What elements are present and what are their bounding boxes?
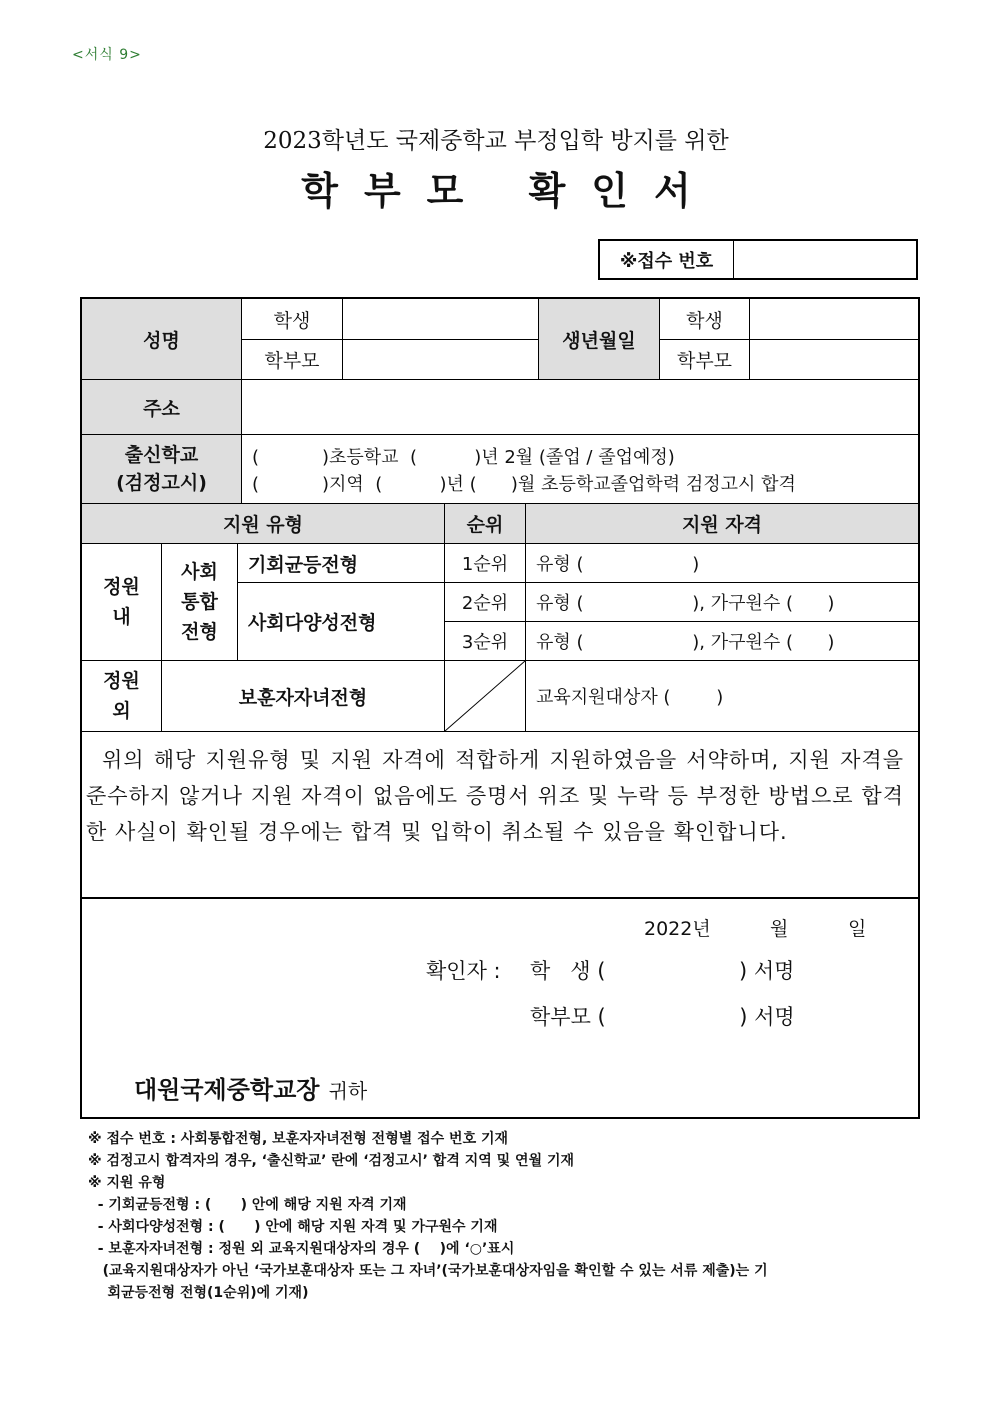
note-line: - 사회다양성전형 : ( ) 안에 해당 지원 자격 및 가구원수 기재 [88,1219,498,1235]
note-line: ※ 지원 유형 [88,1175,166,1191]
student-label: 학생 [273,309,311,332]
recipient-honorific: 귀하 [328,1079,368,1103]
school-line-1[interactable]: ( )초등학교 ( )년 2월 (졸업 / 졸업예정) [252,447,675,468]
social-integration-label: 사회 통합 전형 [181,561,218,643]
type-header: 지원 유형 [222,514,304,536]
rank-3: 3순위 [461,632,509,653]
note-line: 회균등전형 전형(1순위)에 기재) [88,1285,309,1301]
note-line: ※ 검정고시 합격자의 경우, ‘출신학교’ 란에 ‘검정고시’ 합격 지역 및 연월 기재 [88,1153,575,1169]
student-birth-field[interactable] [750,299,918,339]
parent-label: 학부모 [264,350,320,372]
sign-day: 일 [848,918,867,940]
pledge-text: 위의 해당 지원유형 및 지원 자격에 적합하게 지원하였음을 서약하며, 지원 자격을 준수하지 않거나 지원 자격이 없음에도 증명서 위조 및 누락 등 부정한 방법으로 합격한 사실이 확인될 경우에는 합격 및 입학이 취소될 수 있음을 확인합니다. [86,748,904,844]
sign-year: 2022년 [644,918,711,940]
address-label: 주소 [143,397,180,420]
note-line: ※ 접수 번호 : 사회통합전형, 보훈자자녀전형 전형별 접수 번호 기재 [88,1131,509,1147]
note-line: (교육지원대상자가 아닌 ‘국가보훈대상자 또는 그 자녀’(국가보훈대상자임을 확인할 수 있는 서류 제출)는 기 [88,1263,768,1279]
rule [82,731,918,732]
parent-name-field[interactable] [343,340,538,379]
qualification-header: 지원 자격 [681,514,763,536]
rule [82,897,918,899]
receipt-number-field[interactable] [735,241,916,278]
qualification-2-field[interactable]: 유형 ( ), 가구원수 ( ) [536,593,835,614]
rank-1: 1순위 [461,554,509,575]
school-label [82,435,241,503]
opportunity-label: 기회균등전형 [248,553,359,576]
veteran-label: 보훈자자녀전형 [238,686,368,709]
recipient-name: 대원국제중학교장 [134,1076,320,1104]
address-field[interactable] [242,380,918,434]
form-number: <서식 9> [72,47,142,63]
diversity-label: 사회다양성전형 [248,612,377,634]
recipient-line [134,1070,367,1105]
education-support-field[interactable]: 교육지원대상자 ( ) [536,687,724,708]
birth-student-label: 학생 [686,309,723,332]
document-subtitle: 2023학년도 국제중학교 부정입학 방지를 위한 [263,128,729,154]
document-title: 학부모 확인서 [301,168,717,213]
note-line: - 보훈자자녀전형 : 정원 외 교육지원대상자의 경우 ( )에 ‘○’표시 [88,1241,515,1257]
qualification-1-field[interactable]: 유형 ( ) [536,554,700,575]
sign-month: 월 [770,918,789,940]
confirmer-label: 확인자 : [426,959,501,983]
parent-signature-line[interactable]: 학부모 ( ) 서명 [530,1005,795,1029]
rank-header: 순위 [466,514,504,536]
in-quota-label: 정원 내 [103,576,140,628]
school-line-2[interactable]: ( )지역 ( )년 ( )월 초등학교졸업학력 검정고시 합격 [252,474,796,495]
rank-2: 2순위 [461,593,509,614]
student-name-field[interactable] [343,299,538,339]
note-line: - 기회균등전형 : ( ) 안에 해당 지원 자격 기재 [88,1197,407,1213]
school-label-line1: 출신학교 [124,444,199,466]
parent-birth-field[interactable] [750,340,918,379]
birth-parent-label: 학부모 [676,350,733,372]
student-signature-line[interactable]: 학 생 ( ) 서명 [530,959,795,983]
qualification-3-field[interactable]: 유형 ( ), 가구원수 ( ) [536,632,835,653]
birth-label: 생년월일 [562,329,636,352]
receipt-label: ※접수 번호 [600,241,734,278]
school-label-line2: (검정고시) [116,472,207,494]
diagonal-slash [445,661,525,731]
out-quota-label: 정원 외 [103,670,140,722]
notes [88,1128,768,1304]
name-label: 성명 [143,329,180,352]
